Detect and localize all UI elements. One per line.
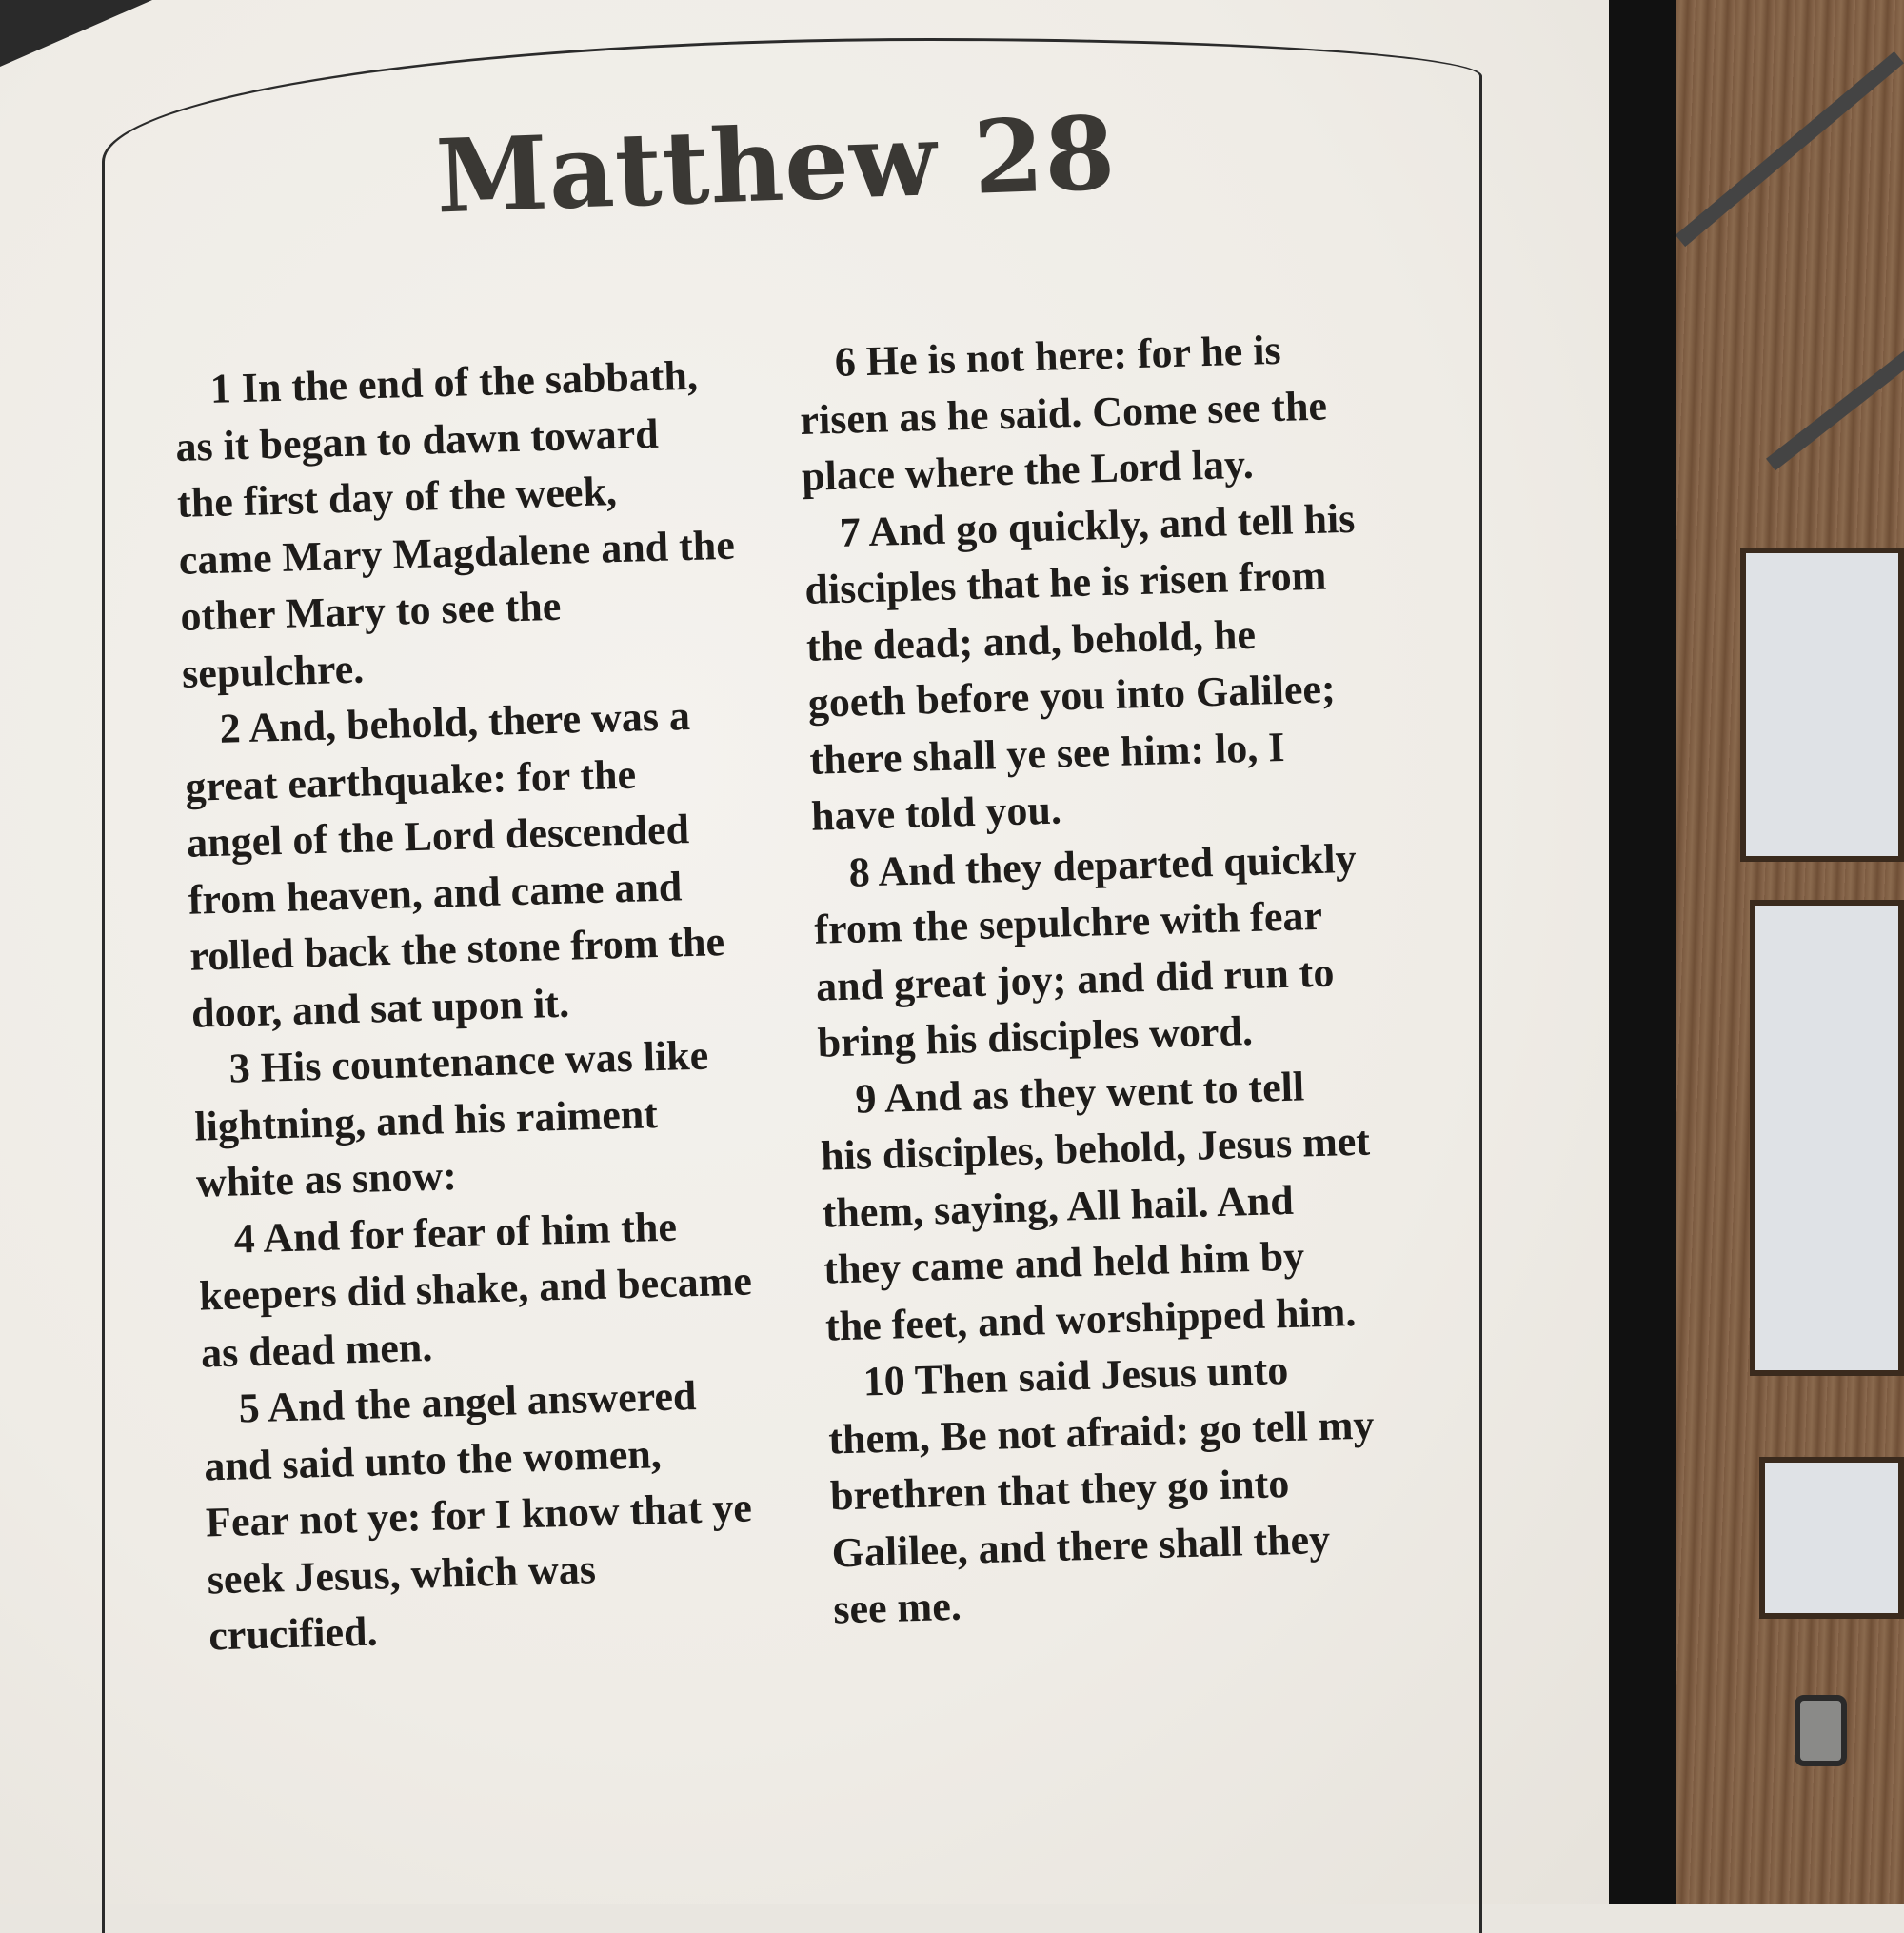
- verse-10: 10 Then said Jesus unto them, Be not afraid: go tell my brethren that they go into Galilee, and there shall they see me.: [827, 1346, 1375, 1633]
- verse-1: 1 In the end of the sabbath, as it began to dawn toward the first day of the week, came Mary Magdalene and the other Mary to see the sepulchre.: [174, 351, 736, 697]
- frame-peg: [1795, 1695, 1847, 1766]
- left-column: [173, 345, 819, 1664]
- dark-corner: [0, 0, 152, 67]
- verse-2: 2 And, behold, there was a great earthquake: for the angel of the Lord descended from heaven, and came and rolled back the stone from the door, and sat upon it.: [184, 691, 725, 1037]
- verse-8: 8 And they departed quickly from the sepulchre with fear and great joy; and did run to bring his disciples word.: [813, 834, 1358, 1066]
- chapter-title: Matthew 28: [433, 92, 1119, 236]
- verse-6: 6 He is not here: for he is risen as he said. Come see the place where the Lord lay.: [799, 326, 1328, 500]
- right-column: [798, 316, 1500, 1638]
- verse-5: 5 And the angel answered and said unto the women, Fear not ye: for I know that ye seek Jesus, which was crucified.: [203, 1372, 753, 1660]
- frame-cutout-upper: [1740, 548, 1904, 862]
- verse-7: 7 And go quickly, and tell his disciples that he is risen from the dead; and, behold, he goeth before you into Galilee; there shall ye see him: lo, I have told you.: [803, 494, 1356, 840]
- frame-cutout-middle: [1750, 900, 1904, 1376]
- frame-cutout-lower: [1759, 1457, 1904, 1619]
- verse-3: 3 His countenance was like lightning, and his raiment white as snow:: [193, 1031, 709, 1206]
- verse-9: 9 And as they went to tell his disciples, behold, Jesus met them, saying, All hail. And they came and held him by the feet, and worshipped him.: [820, 1062, 1371, 1350]
- verse-4: 4 And for fear of him the keepers did shake, and became as dead men.: [198, 1203, 753, 1377]
